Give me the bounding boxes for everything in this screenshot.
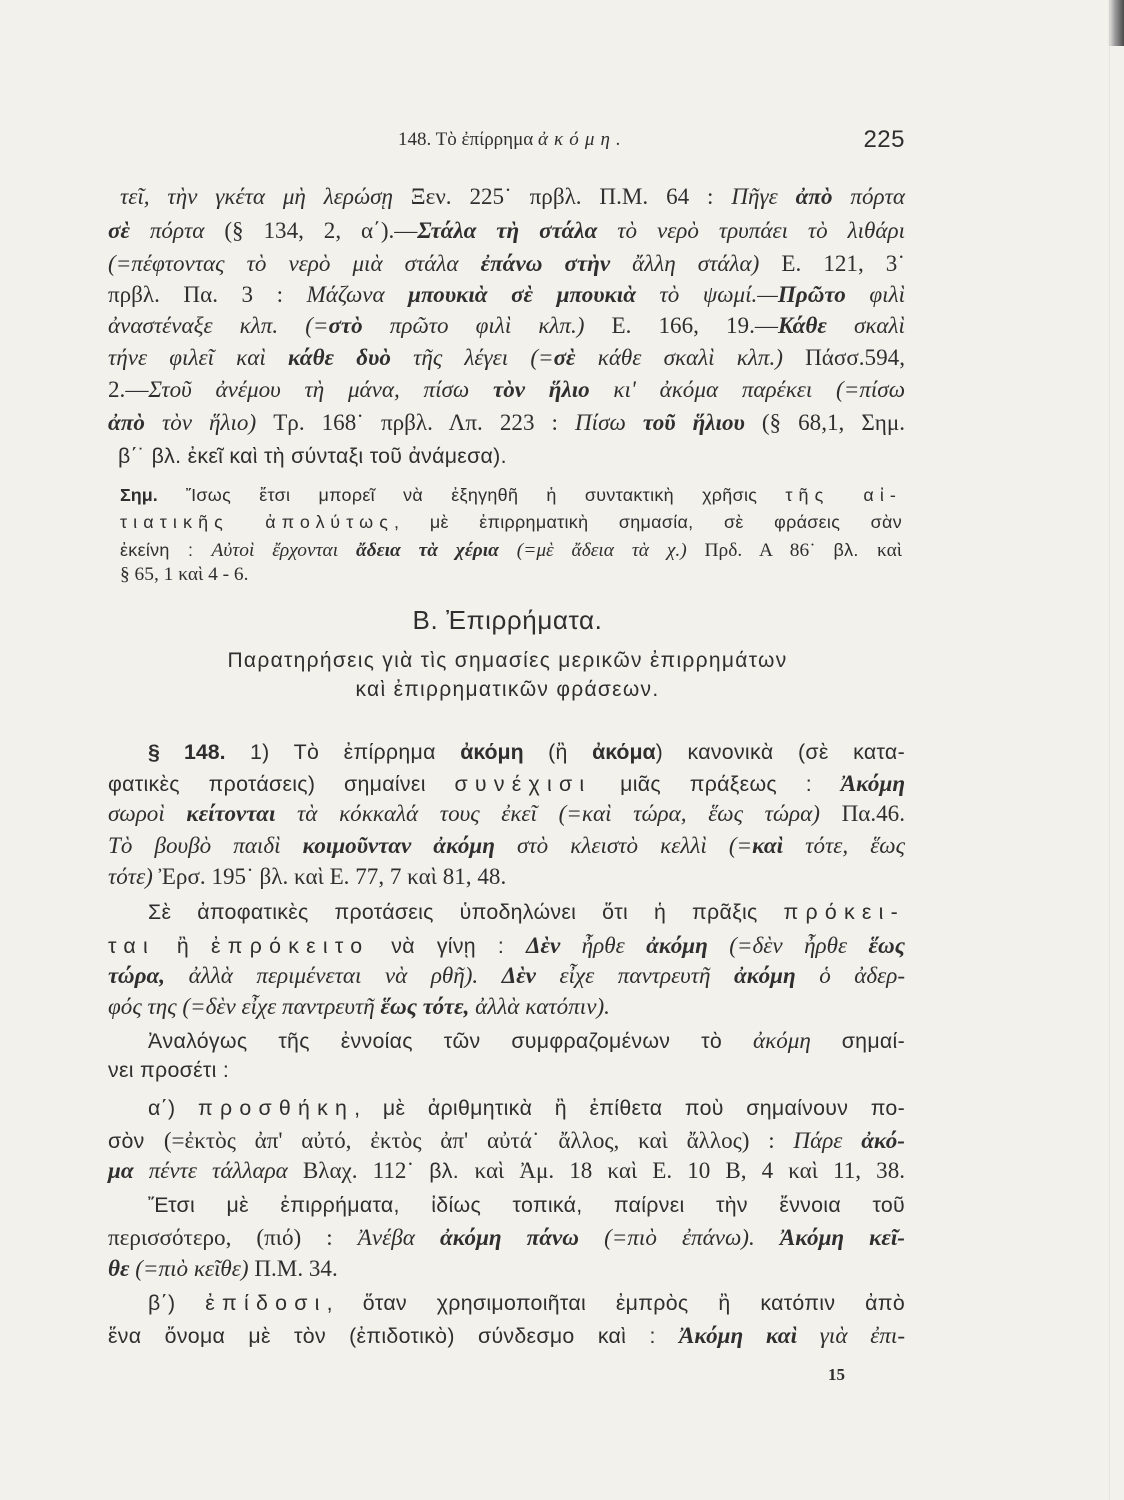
text-line: [108, 311, 905, 340]
text-run: Πρδ. Α 86˙: [704, 540, 834, 561]
text-run: πόρτα: [129, 217, 225, 243]
running-head-word: ἀκόμη.: [538, 129, 627, 150]
text-run: § 65, 1 καὶ 4 - 6.: [120, 564, 249, 585]
text-run: κοιμοῦνταν ἀκόμη: [302, 832, 495, 858]
page-edge-shadow: [1108, 0, 1124, 46]
text-run: (§ 134, 2, α΄).—: [224, 217, 418, 243]
text-run: τὸ ψωμί.—: [635, 281, 778, 307]
text-run: καὶ: [877, 540, 902, 561]
text-run: Τρ. 168˙ πρβλ. Λπ. 223 :: [273, 409, 575, 435]
text-run: ἀπὸ: [795, 183, 833, 209]
text-run: ἐκείνη :: [120, 540, 212, 560]
text-run: τὸ νερὸ τρυπάει τὸ λιθάρι: [597, 217, 906, 243]
text-run: τῆς λέγει (=: [390, 344, 554, 370]
text-run: συνέχισι: [454, 772, 592, 796]
text-run: Π.Μ. 34.: [254, 1255, 338, 1281]
text-run: πρόκει-: [783, 900, 905, 924]
text-run: ἀκόμη πάνω: [439, 1224, 579, 1250]
text-line: [108, 216, 905, 245]
text-run: Πῆγε: [731, 183, 796, 209]
text-run: Ἐρσ. 195˙ βλ. καὶ Ε. 77, 7 καὶ 81, 48.: [158, 863, 507, 889]
text-run: ὁ ἀδερ-: [795, 962, 906, 988]
text-run: ται: [108, 934, 155, 958]
text-run: Ἀκόμη καὶ: [678, 1322, 797, 1348]
text-run: τοῦ ἥλιου: [642, 409, 745, 435]
text-run: Αὐτοὶ ἔρχονται: [211, 540, 356, 561]
text-run: νὰ γίνῃ :: [369, 934, 527, 958]
text-line: [108, 799, 905, 828]
page-number: 225: [863, 126, 905, 153]
text-run: Κάθε: [777, 312, 827, 338]
text-line: [108, 343, 905, 372]
text-line: [148, 898, 905, 926]
text-run: (=δὲν ἦρθε: [707, 932, 869, 958]
text-run: στὸ κλειστὸ κελλὶ (=: [494, 832, 753, 858]
text-run: φός της (=δὲν εἶχε παντρευτῆ: [108, 993, 381, 1019]
text-run: τώρα,: [108, 962, 166, 988]
text-run: Ἀνέβα: [357, 1224, 440, 1250]
text-line: [120, 182, 905, 211]
text-run: σωροὶ: [108, 800, 187, 826]
text-run: Πάρε: [793, 1127, 862, 1153]
text-line: [108, 408, 905, 437]
text-run: Στάλα τὴ στάλα: [417, 217, 598, 243]
text-run: σὸν: [108, 1129, 164, 1153]
text-run: , μὲ ἀριθμητικὰ ἢ ἐπίθετα ποὺ σημαίνουν πο-: [354, 1096, 906, 1120]
text-line: [108, 931, 905, 960]
text-line: [148, 1094, 905, 1122]
text-run: βλ.: [833, 540, 877, 560]
text-run: Βλαχ. 112˙: [302, 1157, 430, 1183]
section-subtitle: καὶ ἐπιρρηματικῶν φράσεων.: [355, 678, 660, 701]
text-run: (=πιὸ ἐπάνω).: [579, 1224, 780, 1250]
text-run: τεῖ, τὴν γκέτα μὴ λερώσῃ: [120, 183, 411, 209]
running-head-prefix: 148. Τὸ ἐπίρρημα: [398, 129, 538, 150]
text-run: Δὲν: [526, 932, 561, 958]
signature-mark: 15: [828, 1365, 845, 1384]
section-subtitle: Παρατηρήσεις γιὰ τὶς σημασίες μερικῶν ἐπιρρημάτων: [227, 649, 788, 672]
text-run: (§ 68,1, Σημ.: [744, 409, 906, 435]
text-run: σημαί-: [810, 1029, 905, 1053]
text-run: κι' ἀκόμα παρέκει (=πίσω: [589, 376, 905, 402]
text-run: θε: [108, 1255, 130, 1281]
text-run: τήνε φιλεῖ καὶ: [108, 344, 288, 370]
text-line: [148, 1026, 905, 1055]
text-line: [148, 738, 905, 766]
section-heading: Β. Ἐπιρρήματα.: [412, 605, 603, 635]
text-run: (=μὲ ἄδεια τὰ χ.): [498, 540, 705, 561]
text-run: Στοῦ ἀνέμου τὴ μάνα, πίσω: [148, 376, 493, 402]
text-line: [148, 1289, 905, 1317]
text-run: Σὲ ἀποφατικὲς προτάσεις ὑποδηλώνει ὅτι ἡ πρᾶξις: [148, 900, 784, 924]
text-run: ἢ: [154, 934, 211, 958]
text-run: πέντε τάλλαρα: [133, 1157, 303, 1183]
text-run: ἀλλὰ κατόπιν).: [469, 993, 610, 1019]
text-run: σὲ: [108, 217, 130, 243]
text-run: ἦρθε: [560, 932, 647, 958]
text-run: ἀκόμα: [592, 740, 656, 764]
text-run: (=πέφτοντας τὸ νερὸ μιὰ στάλα: [108, 250, 481, 276]
text-run: ἄλλη στάλα): [610, 250, 782, 276]
text-run: κάθε δυὸ: [288, 344, 391, 370]
text-run: προσθήκη: [197, 1096, 355, 1120]
text-run: Μάζωνα: [306, 281, 409, 307]
text-line: [108, 1126, 905, 1155]
text-run: Ξεν. 225˙ πρβλ. Π.Μ. 64 :: [410, 183, 732, 209]
text-run: ἀλλὰ περιμένεται νὰ ρθῆ).: [165, 962, 502, 988]
page-edge-line: [1109, 0, 1110, 1500]
running-head: [398, 126, 627, 154]
text-run: β΄): [148, 1291, 206, 1315]
text-run: ἀναστέναξε κλπ. (=: [108, 312, 329, 338]
text-run: Πάσσ.594,: [805, 344, 905, 370]
text-line: [108, 1056, 905, 1084]
text-run: Τὸ βουβὸ παιδὶ: [108, 832, 303, 858]
text-line: [108, 1156, 905, 1185]
text-run: ἐπίδοσι: [205, 1291, 327, 1315]
text-run: πόρτα: [832, 183, 905, 209]
text-run: , μὲ ἐπιρρηματικὴ σημασία, σὲ φράσεις σὰν: [394, 512, 902, 532]
text-run: Ἀκόμη: [840, 770, 905, 796]
text-run: ἀκόμη: [646, 932, 708, 958]
text-line: [108, 961, 905, 990]
text-run: κάθε σκαλὶ κλπ.): [575, 344, 806, 370]
text-run: γιὰ ἐπι-: [797, 1322, 906, 1348]
text-run: φατικὲς προτάσεις) σημαίνει: [108, 772, 455, 796]
text-run: ἕνα ὄνομα μὲ τὸν (ἐπιδοτικὸ) σύνδεσμο καὶ :: [108, 1324, 679, 1348]
text-line: [108, 1254, 905, 1283]
text-run: Ἀκόμη κεῖ-: [779, 1224, 905, 1250]
text-run: μα: [108, 1157, 134, 1183]
text-line: [118, 442, 905, 470]
text-line: [108, 862, 905, 891]
text-run: Πρῶτο: [777, 281, 846, 307]
text-run: καὶ Ἀμ. 18 καὶ Ε. 10 Β, 4 καὶ 11, 38.: [474, 1157, 906, 1183]
text-run: Σημ.: [120, 485, 158, 505]
text-run: (ἢ: [523, 740, 593, 764]
text-run: Πίσω: [574, 409, 643, 435]
text-run: ἐπρόκειτο: [210, 934, 370, 958]
text-run: Ε. 166, 19.—: [611, 312, 778, 338]
text-run: Πα.46.: [841, 800, 905, 826]
text-run: στὸ: [328, 312, 363, 338]
text-run: τῆς αἰ-: [785, 485, 903, 505]
note-line: [120, 538, 902, 563]
text-run: μπουκιὰ σὲ μπουκιὰ: [408, 281, 636, 307]
text-run: ἀκόμη: [752, 1027, 811, 1053]
text-run: τὸν ἥλιο: [492, 376, 590, 402]
text-run: περισσότερο, (πιό) :: [108, 1224, 358, 1250]
text-run: ἄδεια τὰ χέρια: [355, 540, 499, 561]
text-line: [108, 992, 905, 1021]
text-run: τότε): [108, 863, 159, 889]
note-line: [120, 510, 902, 535]
text-run: καὶ: [752, 832, 784, 858]
note-line: [120, 483, 902, 508]
text-run: 2.—: [108, 376, 149, 402]
text-run: πρβλ. Πα. 3 :: [108, 281, 307, 307]
text-run: νει προσέτι :: [108, 1058, 230, 1082]
text-run: τὰ κόκκαλά τους ἐκεῖ (=καὶ τώρα, ἕως τώρα): [275, 800, 842, 826]
text-run: 1) Τὸ ἐπίρρημα: [225, 740, 461, 764]
text-run: ἕως τότε,: [380, 993, 470, 1019]
text-line: [108, 249, 905, 278]
text-line: [108, 769, 905, 798]
text-run: § 148.: [148, 740, 226, 764]
text-run: Ἴσως ἔτσι μπορεῖ νὰ ἐξηγηθῆ ἡ συντακτικὴ χρῆσις: [157, 485, 786, 505]
text-run: Δὲν: [501, 962, 536, 988]
text-run: ἀκόμη: [734, 962, 796, 988]
text-run: ἀκό-: [861, 1127, 905, 1153]
text-run: σκαλὶ: [826, 312, 905, 338]
text-run: β΄˙ βλ. ἐκεῖ καὶ τὴ σύνταξι τοῦ ἀνάμεσα).: [118, 444, 507, 468]
text-line: [108, 1223, 905, 1252]
text-run: τιατικῆς ἀπολύτως: [120, 512, 395, 532]
text-line: [108, 375, 905, 404]
text-run: εἶχε παντρευτῆ: [535, 962, 735, 988]
text-line: [108, 1321, 905, 1350]
text-run: φιλὶ: [845, 281, 906, 307]
text-run: ἀκόμη: [460, 740, 524, 764]
text-line: [108, 831, 905, 860]
text-run: ἕως: [868, 932, 905, 958]
text-run: Ἀναλόγως τῆς ἐννοίας τῶν συμφραζομένων τὸ: [148, 1029, 753, 1053]
text-run: κείτονται: [186, 800, 276, 826]
text-run: ἐπάνω στὴν: [480, 250, 611, 276]
text-run: τότε, ἕως: [783, 832, 905, 858]
text-run: τὸν ἥλιο): [144, 409, 274, 435]
text-run: βλ.: [429, 1159, 475, 1183]
text-line: [148, 1191, 905, 1219]
text-run: πρῶτο φιλὶ κλπ.): [362, 312, 612, 338]
text-run: ) κανονικὰ (σὲ κατα-: [655, 740, 905, 764]
text-run: α΄): [148, 1096, 198, 1120]
text-run: Ε. 121, 3˙: [781, 250, 906, 276]
text-run: ἀπὸ: [108, 409, 145, 435]
text-run: μιᾶς πράξεως :: [591, 772, 841, 796]
text-run: Ἔτσι μὲ ἐπιρρήματα, ἰδίως τοπικά, παίρνει τὴν ἔννοια τοῦ: [148, 1193, 905, 1217]
text-line: [108, 280, 905, 309]
note-line: [120, 563, 902, 587]
text-run: (=πιὸ κεῖθε): [129, 1255, 255, 1281]
text-run: (=ἐκτὸς ἀπ' αὐτό, ἐκτὸς ἀπ' αὐτά˙ ἄλλος, καὶ ἄλλος) :: [163, 1127, 794, 1153]
text-run: , ὅταν χρησιμοποιῆται ἐμπρὸς ἢ κατόπιν ἀπὸ: [326, 1291, 905, 1315]
text-run: σὲ: [553, 344, 576, 370]
